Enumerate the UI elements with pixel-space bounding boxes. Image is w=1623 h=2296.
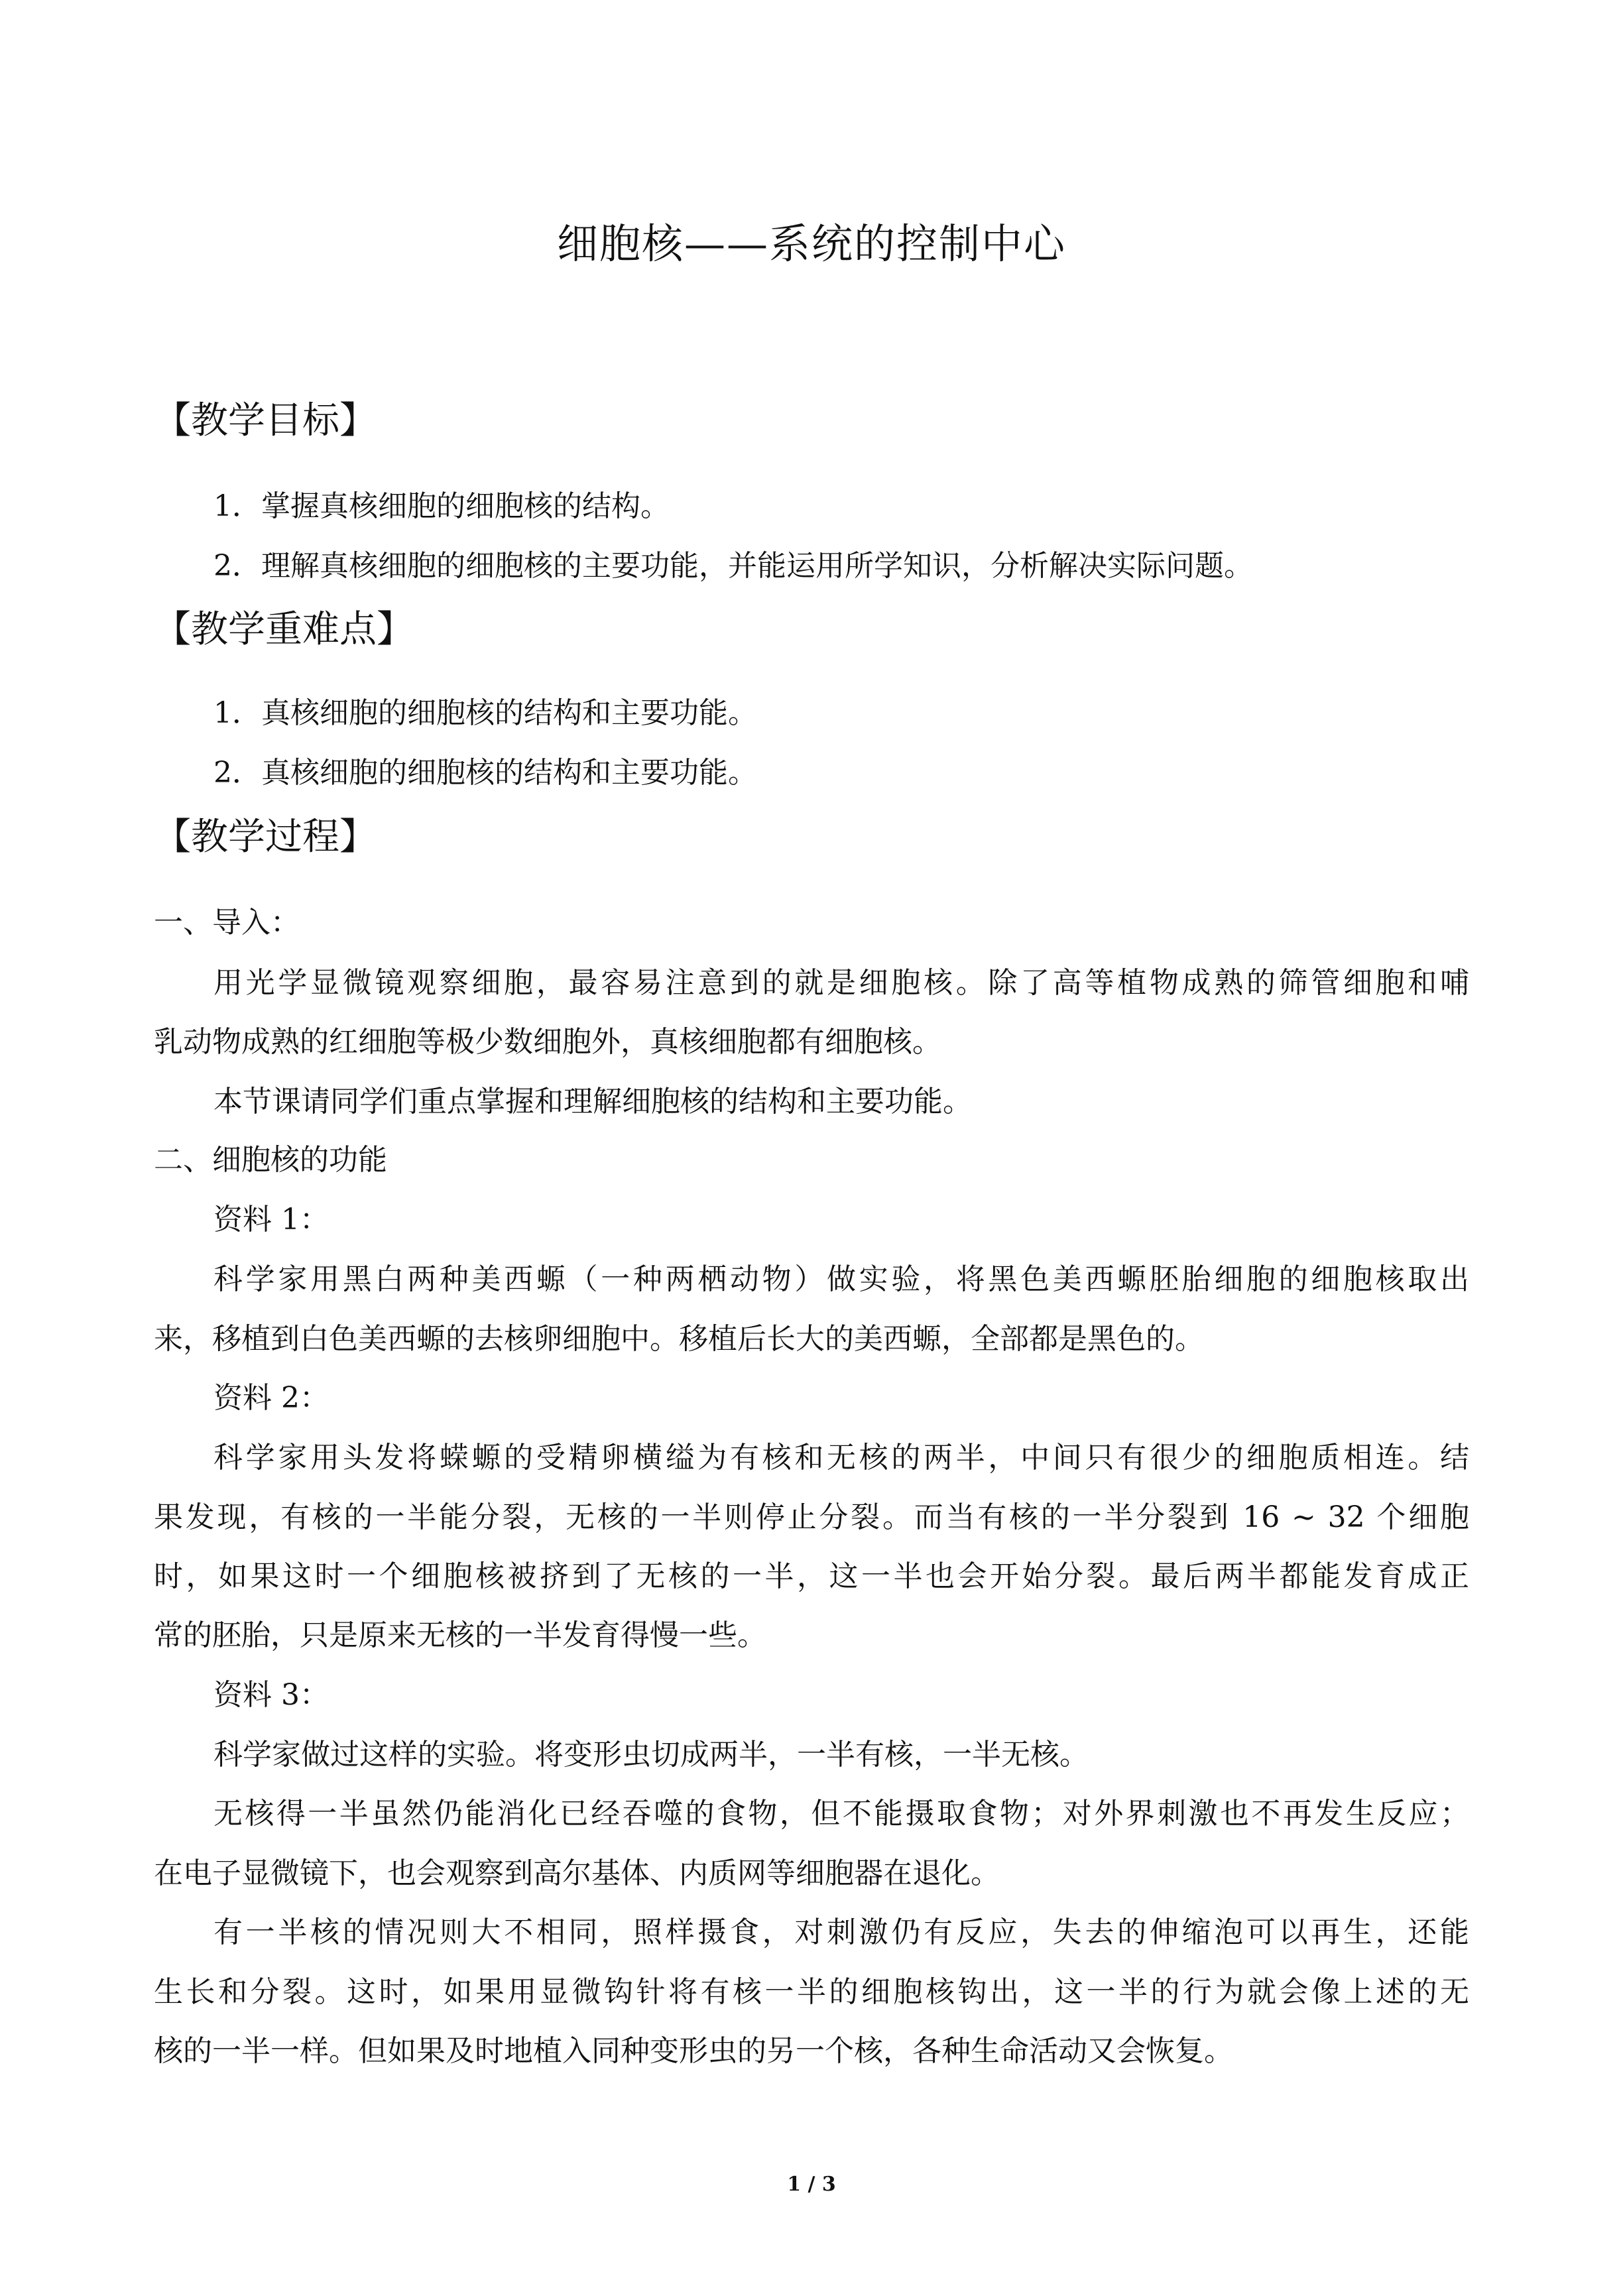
paragraph-line: 科学家用黑白两种美西螈（一种两栖动物）做实验，将黑色美西螈胚胎细胞的细胞核取出 xyxy=(213,1262,1469,1296)
paragraph-line: 常的胚胎，只是原来无核的一半发育得慢一些。 xyxy=(154,1618,766,1652)
page-number: 1 / 3 xyxy=(787,2173,836,2196)
paragraph-line: 来，移植到白色美西螈的去核卵细胞中。移植后长大的美西螈，全部都是黑色的。 xyxy=(154,1322,1204,1356)
goal-item: 1．掌握真核细胞的细胞核的结构。 xyxy=(213,489,670,523)
paragraph-line: 在电子显微镜下，也会观察到高尔基体、内质网等细胞器在退化。 xyxy=(154,1856,1000,1890)
section-heading-process: 【教学过程】 xyxy=(154,816,377,859)
material-label: 资料 3： xyxy=(213,1678,329,1712)
paragraph-line: 用光学显微镜观察细胞，最容易注意到的就是细胞核。除了高等植物成熟的筛管细胞和哺 xyxy=(213,966,1469,1000)
paragraph-line: 本节课请同学们重点掌握和理解细胞核的结构和主要功能。 xyxy=(213,1085,972,1118)
paragraph-line: 生长和分裂。这时，如果用显微钩针将有核一半的细胞核钩出，这一半的行为就会像上述的无 xyxy=(154,1975,1469,2009)
subheading-function: 二、细胞核的功能 xyxy=(154,1143,387,1177)
paragraph-line: 核的一半一样。但如果及时地植入同种变形虫的另一个核，各种生命活动又会恢复。 xyxy=(154,2034,1233,2068)
paragraph-line: 乳动物成熟的红细胞等极少数细胞外，真核细胞都有细胞核。 xyxy=(154,1025,941,1059)
key-point-item: 2．真核细胞的细胞核的结构和主要功能。 xyxy=(213,756,757,790)
paragraph-line: 果发现，有核的一半能分裂，无核的一半则停止分裂。而当有核的一半分裂到 16 ~ 32 个细胞 xyxy=(154,1500,1469,1534)
goal-item: 2．理解真核细胞的细胞核的主要功能，并能运用所学知识，分析解决实际问题。 xyxy=(213,549,1253,583)
section-heading-key-points: 【教学重难点】 xyxy=(154,608,414,651)
page-title: 细胞核——系统的控制中心 xyxy=(556,219,1066,268)
paragraph-line: 无核得一半虽然仍能消化已经吞噬的食物，但不能摄取食物；对外界刺激也不再发生反应； xyxy=(213,1797,1469,1831)
section-heading-goals: 【教学目标】 xyxy=(154,399,377,442)
material-label: 资料 2： xyxy=(213,1381,329,1415)
paragraph-line: 有一半核的情况则大不相同，照样摄食，对刺激仍有反应，失去的伸缩泡可以再生，还能 xyxy=(213,1915,1469,1949)
material-label: 资料 1： xyxy=(213,1203,329,1237)
paragraph-line: 科学家做过这样的实验。将变形虫切成两半，一半有核，一半无核。 xyxy=(213,1738,1089,1772)
key-point-item: 1．真核细胞的细胞核的结构和主要功能。 xyxy=(213,696,757,730)
paragraph-line: 时，如果这时一个细胞核被挤到了无核的一半，这一半也会开始分裂。最后两半都能发育成正 xyxy=(154,1559,1469,1593)
subheading-intro: 一、导入： xyxy=(154,906,300,939)
paragraph-line: 科学家用头发将蝾螈的受精卵横缢为有核和无核的两半，中间只有很少的细胞质相连。结 xyxy=(213,1441,1469,1475)
